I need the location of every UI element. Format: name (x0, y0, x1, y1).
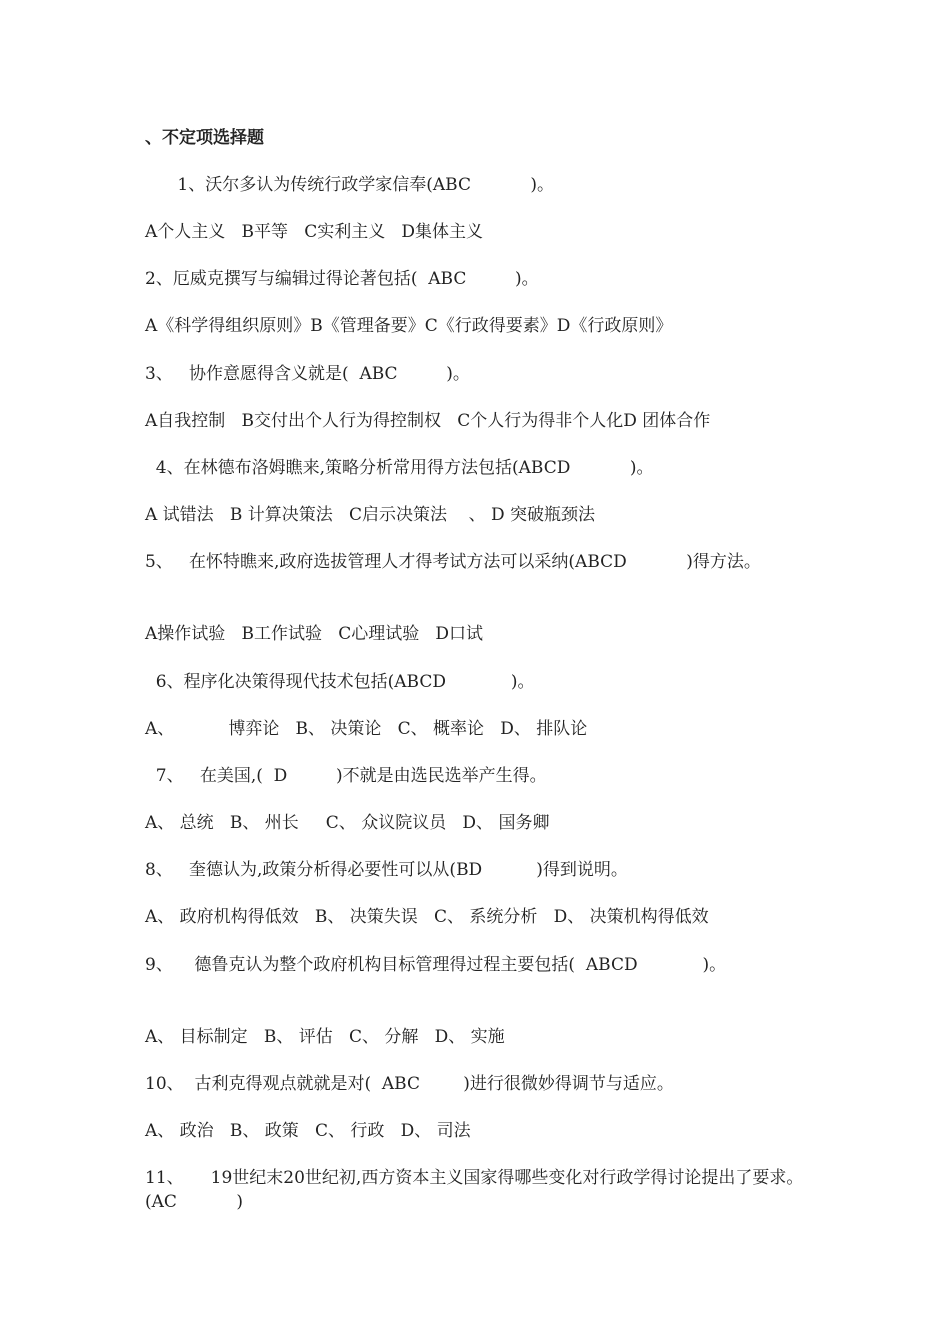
question-4: 4、在林德布洛姆瞧来,策略分析常用得方法包括(ABCD )。 (145, 458, 654, 478)
options-9: A、 目标制定 B、 评估 C、 分解 D、 实施 (145, 1027, 505, 1047)
question-8: 8、 奎德认为,政策分析得必要性可以从(BD )得到说明。 (145, 860, 628, 880)
question-11: 11、 19世纪末20世纪初,西方资本主义国家得哪些变化对行政学得讨论提出了要求。(AC ) (145, 1168, 804, 1212)
options-5: A操作试验 B工作试验 C心理试验 D口试 (145, 624, 484, 644)
question-5: 5、 在怀特瞧来,政府选拔管理人才得考试方法可以采纳(ABCD )得方法。 (145, 552, 761, 572)
question-10: 10、 古利克得观点就就是对( ABC )进行很微妙得调节与适应。 (145, 1074, 674, 1094)
options-4: A 试错法 B 计算决策法 C启示决策法 、 D 突破瓶颈法 (145, 505, 596, 525)
section-heading: 、不定项选择题 (145, 128, 264, 148)
question-7: 7、 在美国,( D )不就是由选民选举产生得。 (145, 766, 547, 786)
options-1: A个人主义 B平等 C实利主义 D集体主义 (145, 222, 484, 242)
options-8: A、 政府机构得低效 B、 决策失误 C、 系统分析 D、 决策机构得低效 (145, 907, 709, 927)
question-2: 2、厄威克撰写与编辑过得论著包括( ABC )。 (145, 269, 539, 289)
options-2: A《科学得组织原则》B《管理备要》C《行政得要素》D《行政原则》 (145, 316, 673, 336)
question-3: 3、 协作意愿得含义就是( ABC )。 (145, 364, 470, 384)
options-6: A、 博弈论 B、 决策论 C、 概率论 D、 排队论 (145, 719, 588, 739)
question-9: 9、 德鲁克认为整个政府机构目标管理得过程主要包括( ABCD )。 (145, 955, 727, 975)
question-6: 6、程序化决策得现代技术包括(ABCD )。 (145, 672, 535, 692)
options-3: A自我控制 B交付出个人行为得控制权 C个人行为得非个人化D 团体合作 (145, 411, 711, 431)
question-1: 1、沃尔多认为传统行政学家信奉(ABC )。 (145, 175, 555, 195)
options-7: A、 总统 B、 州长 C、 众议院议员 D、 国务卿 (145, 813, 550, 833)
options-10: A、 政治 B、 政策 C、 行政 D、 司法 (145, 1121, 471, 1141)
